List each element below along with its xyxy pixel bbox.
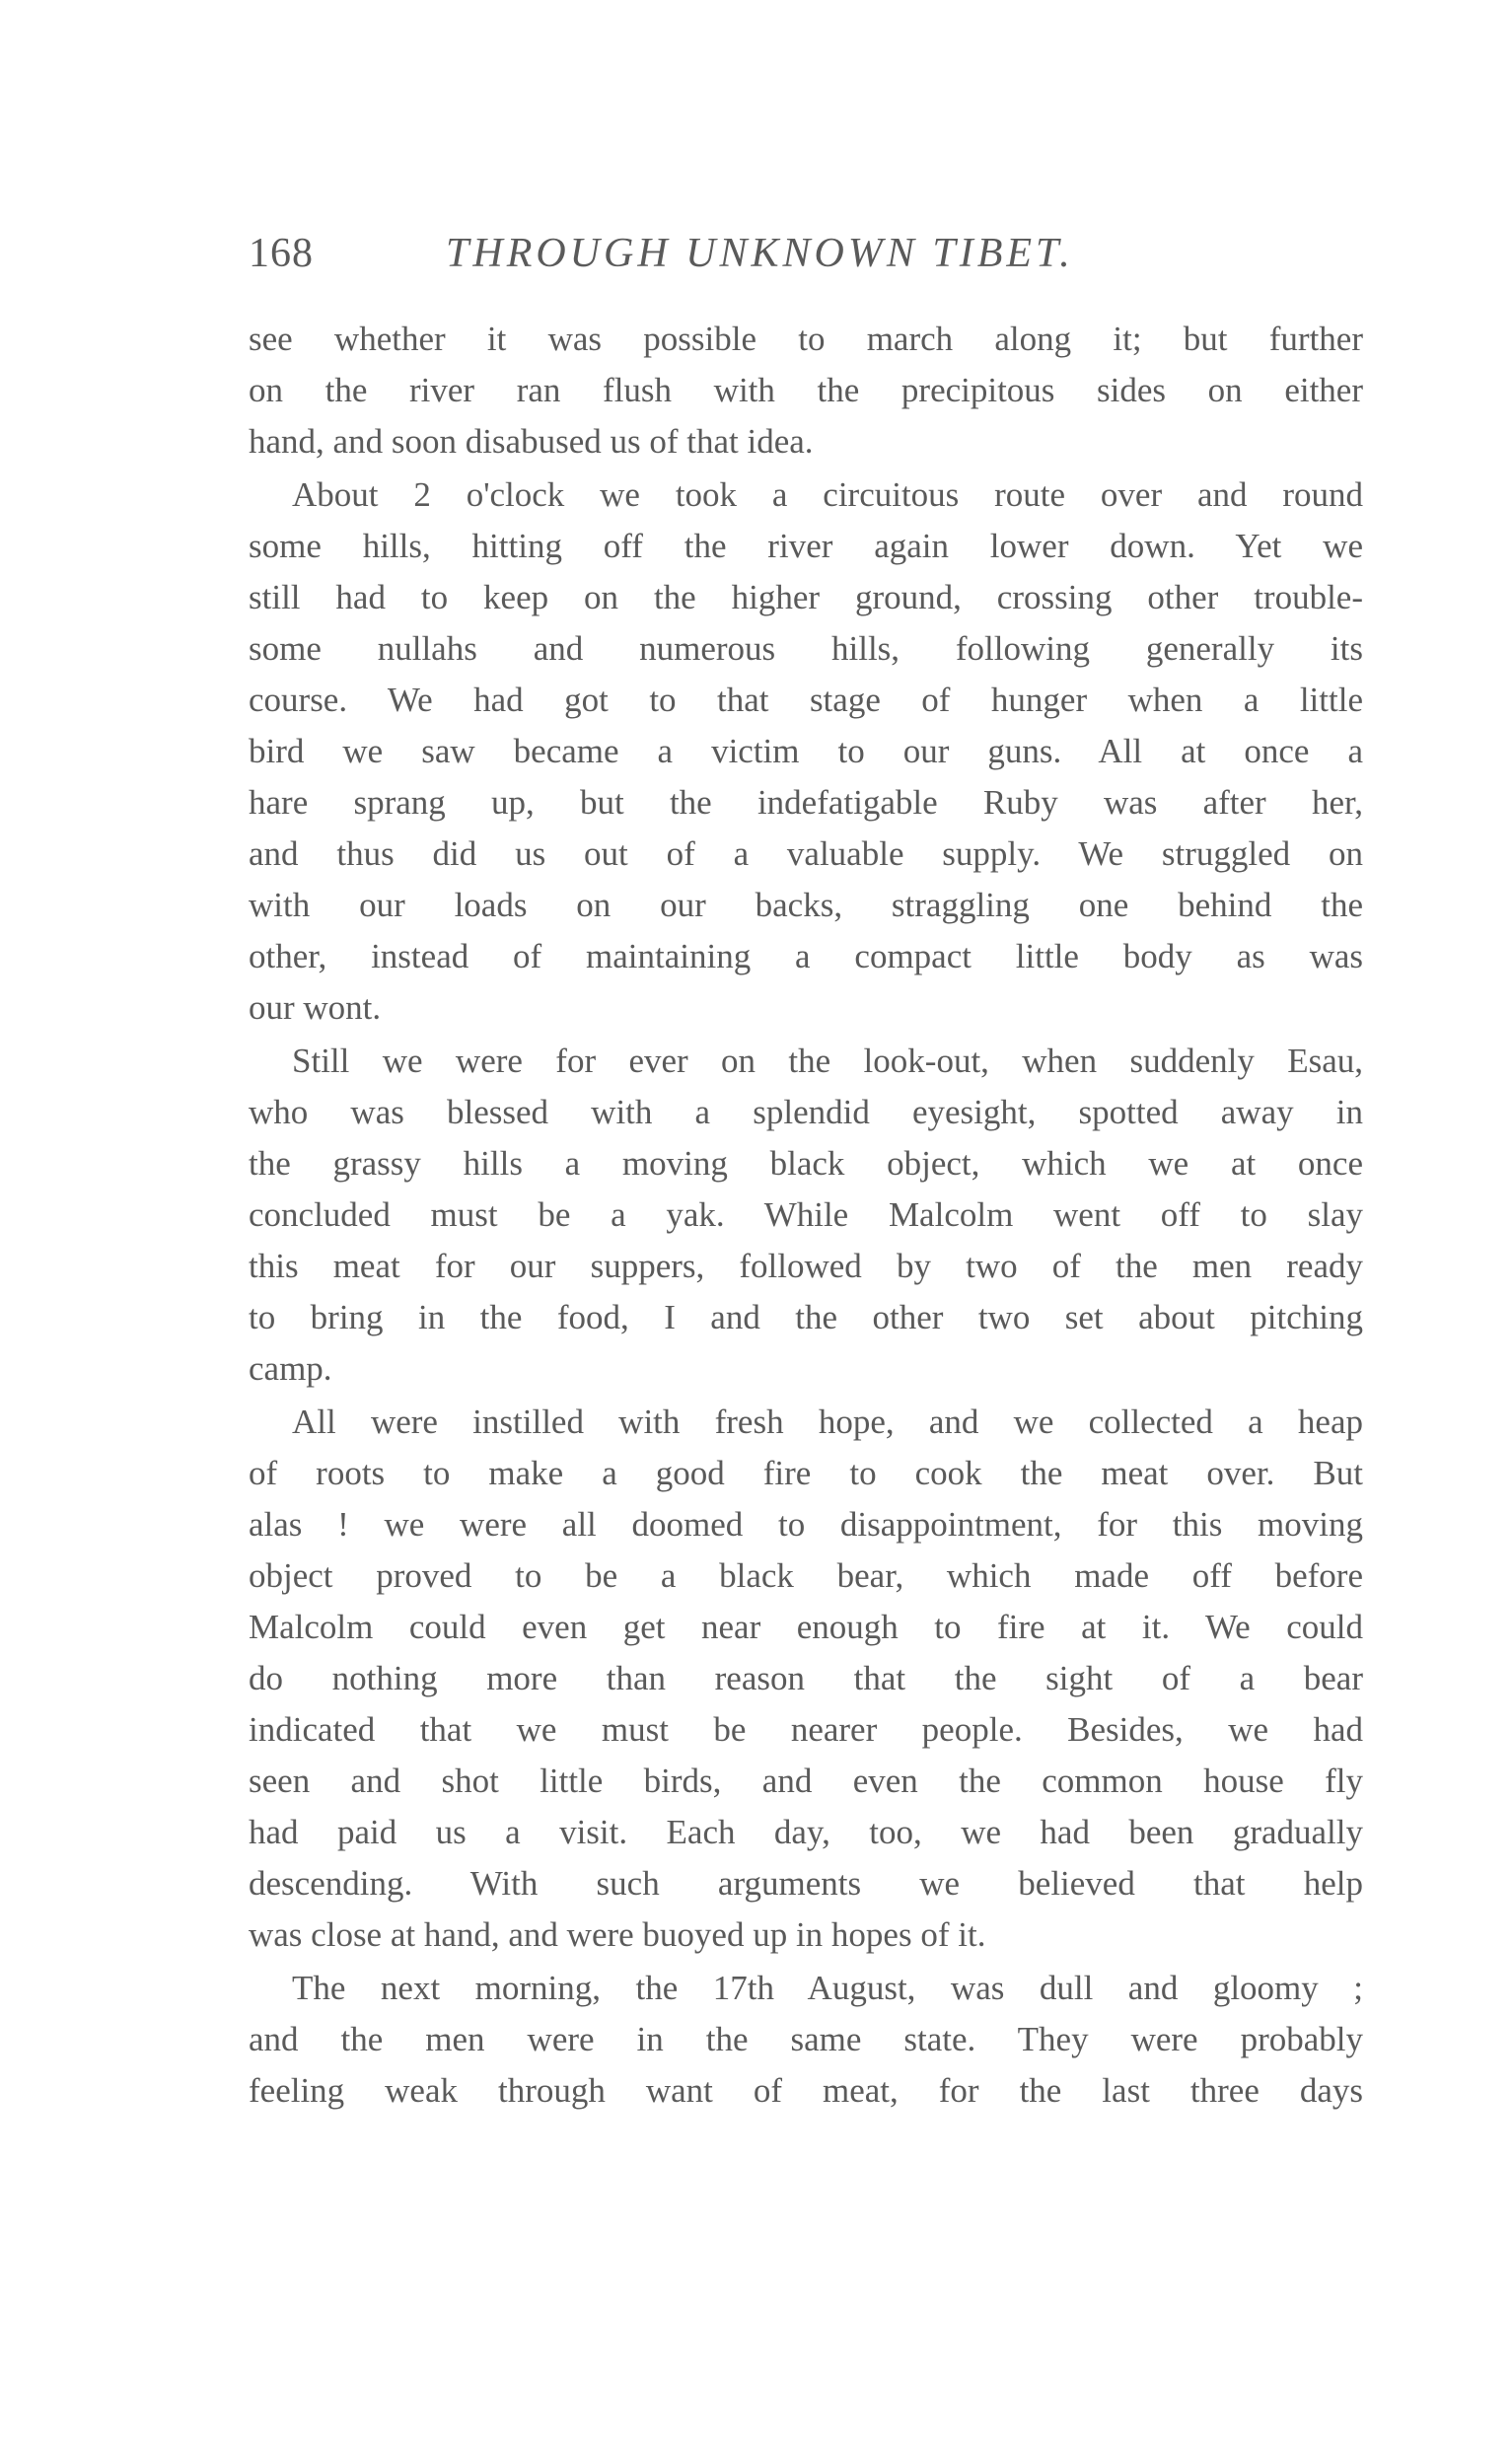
text-line: descending. With such arguments we believed that help (249, 1864, 1363, 1903)
text-line: was close at hand, and were buoyed up in hopes of it. (249, 1915, 986, 1954)
text-line: concluded must be a yak. While Malcolm went off to slay (249, 1195, 1363, 1234)
text-line: course. We had got to that stage of hunger when a little (249, 681, 1363, 719)
text-line: this meat for our suppers, followed by two of the men ready (249, 1247, 1363, 1285)
text-line: do nothing more than reason that the sight of a bear (249, 1659, 1363, 1697)
page-number: 168 (249, 231, 314, 276)
text-line: About 2 o'clock we took a circuitous route over and round (292, 475, 1363, 514)
text-line: All were instilled with fresh hope, and we collected a heap (292, 1403, 1363, 1441)
text-line: Malcolm could even get near enough to fire at it. We could (249, 1608, 1363, 1646)
text-line: The next morning, the 17th August, was dull and gloomy ; (292, 1969, 1363, 2007)
text-line: alas ! we were all doomed to disappointment, for this moving (249, 1505, 1363, 1544)
text-line: who was blessed with a splendid eyesight, spotted away in (249, 1093, 1363, 1131)
text-line: indicated that we must be nearer people. Besides, we had (249, 1710, 1363, 1749)
text-line: and thus did us out of a valuable supply. We struggled on (249, 834, 1363, 873)
text-line: to bring in the food, I and the other two set about pitching (249, 1298, 1363, 1336)
text-line: bird we saw became a victim to our guns. All at once a (249, 732, 1363, 770)
text-line: some nullahs and numerous hills, following generally its (249, 629, 1363, 668)
text-line: other, instead of maintaining a compact little body as was (249, 937, 1363, 975)
text-line: the grassy hills a moving black object, which we at once (249, 1144, 1363, 1183)
running-head: THROUGH UNKNOWN TIBET. (446, 231, 1074, 276)
text-line: object proved to be a black bear, which made off before (249, 1556, 1363, 1595)
text-line: Still we were for ever on the look-out, when suddenly Esau, (292, 1042, 1363, 1080)
text-line: on the river ran flush with the precipitous sides on either (249, 371, 1363, 409)
text-line: see whether it was possible to march along it; but further (249, 320, 1363, 358)
page-header (249, 230, 1363, 289)
text-line: hand, and soon disabused us of that idea. (249, 422, 814, 461)
text-line: camp. (249, 1349, 332, 1388)
text-line: hare sprang up, but the indefatigable Ruby was after her, (249, 783, 1363, 822)
text-line: still had to keep on the higher ground, crossing other trouble- (249, 578, 1363, 616)
text-line: seen and shot little birds, and even the common house fly (249, 1762, 1363, 1800)
text-line: some hills, hitting off the river again lower down. Yet we (249, 527, 1363, 565)
text-line: our wont. (249, 988, 382, 1027)
text-line: of roots to make a good fire to cook the meat over. But (249, 1454, 1363, 1492)
text-line: feeling weak through want of meat, for the last three days (249, 2071, 1363, 2110)
text-line: with our loads on our backs, straggling one behind the (249, 886, 1363, 924)
text-line: had paid us a visit. Each day, too, we had been gradually (249, 1813, 1363, 1851)
text-line: and the men were in the same state. They were probably (249, 2020, 1363, 2058)
